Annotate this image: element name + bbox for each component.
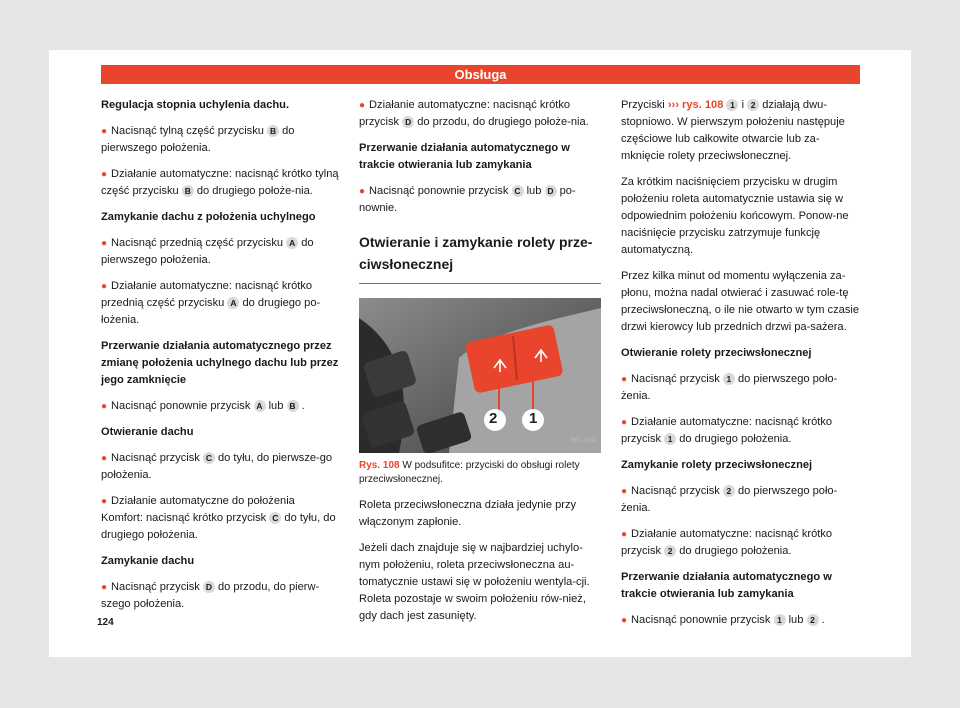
paragraph: Roleta przeciwsłoneczna działa jedynie przy włączonym zapłonie.: [359, 499, 577, 528]
figure-sunblind-buttons: [359, 298, 601, 453]
bullet-icon: ●: [621, 529, 628, 540]
marker-badge: 2: [747, 99, 759, 111]
list-item: ● Działanie automatyczne do położenia Komfort: nacisnąć krótko przycisk C do tyłu, do drugiego położenia.: [101, 495, 336, 541]
marker-badge: C: [512, 185, 524, 197]
section-title: Otwieranie i zamykanie rolety prze-ciwsłonecznej: [359, 231, 601, 284]
marker-badge: A: [227, 297, 239, 309]
marker-badge: B: [267, 125, 279, 137]
bullet-icon: ●: [101, 238, 108, 249]
column-1: [101, 97, 339, 622]
column-2: [359, 97, 601, 634]
marker-badge: D: [203, 581, 215, 593]
paragraph: Jeżeli dach znajduje się w najbardziej uchylo-nym położeniu, roleta przeciwsłoneczna au-tomatycznie ustawi się w położeniu wentyla-cji. Roleta pozostaje w swoim położeniu rów-nież, gdy dach jest zasunięty.: [359, 542, 590, 622]
marker-badge: 1: [726, 99, 738, 111]
list-item: ● Nacisnąć ponownie przycisk 1 lub 2 .: [621, 614, 825, 626]
bullet-icon: ●: [101, 496, 108, 507]
heading: Regulacja stopnia uchylenia dachu.: [101, 99, 290, 111]
marker-badge: 2: [664, 545, 676, 557]
bullet-icon: ●: [101, 281, 108, 292]
column-3: [621, 97, 861, 638]
bullet-icon: ●: [621, 615, 628, 626]
callout-1: 1: [529, 410, 538, 427]
figure-caption: Rys. 108 W podsufitce: przyciski do obsługi rolety przeciwsłonecznej.: [359, 460, 580, 485]
marker-badge: B: [182, 185, 194, 197]
heading: Zamykanie dachu: [101, 555, 195, 567]
bullet-icon: ●: [101, 169, 108, 180]
bullet-icon: ●: [101, 582, 108, 593]
marker-badge: A: [286, 237, 298, 249]
heading: Otwieranie rolety przeciwsłonecznej: [621, 347, 812, 359]
list-item: ● Działanie automatyczne: nacisnąć krótko przycisk D do przodu, do drugiego położe-nia.: [359, 99, 589, 128]
list-item: ● Nacisnąć przednią część przycisku A do pierwszego położenia.: [101, 237, 314, 266]
list-item: ● Nacisnąć ponownie przycisk A lub B .: [101, 400, 305, 412]
marker-badge: B: [287, 400, 299, 412]
bullet-icon: ●: [621, 417, 628, 428]
page-number: 124: [97, 617, 114, 628]
list-item: ● Nacisnąć przycisk 1 do pierwszego poło-żenia.: [621, 373, 838, 402]
marker-badge: 1: [774, 614, 786, 626]
marker-badge: D: [402, 116, 414, 128]
bullet-icon: ●: [359, 100, 366, 111]
list-item: ● Działanie automatyczne: nacisnąć krótko tylną część przycisku B do drugiego położe-nia.: [101, 168, 339, 197]
marker-badge: D: [545, 185, 557, 197]
bullet-icon: ●: [621, 374, 628, 385]
figure-illustration: [359, 298, 601, 453]
figure-reference-link[interactable]: rys. 108: [682, 99, 724, 111]
heading: Przerwanie działania automatycznego w trakcie otwierania lub zamykania: [621, 571, 832, 600]
marker-badge: 2: [723, 485, 735, 497]
cross-reference-arrow: ›››: [667, 99, 679, 111]
bullet-icon: ●: [101, 126, 108, 137]
list-item: ● Nacisnąć ponownie przycisk C lub D po-nownie.: [359, 185, 576, 214]
marker-badge: A: [254, 400, 266, 412]
page-header: Obsługa: [101, 65, 860, 84]
list-item: ● Działanie automatyczne: nacisnąć krótko przycisk 1 do drugiego położenia.: [621, 416, 833, 445]
marker-badge: 1: [723, 373, 735, 385]
callout-2: 2: [489, 410, 498, 427]
heading: Przerwanie działania automatycznego w trakcie otwierania lub zamykania: [359, 142, 570, 171]
paragraph: Przez kilka minut od momentu wyłączenia za-płonu, można nadal otwierać i zasuwać role-tę przeciwsłoneczną, o ile nie otwarto w tym czasie drzwi kierowcy lub przednich drzwi pa-sażera.: [621, 270, 859, 333]
bullet-icon: ●: [101, 401, 108, 412]
marker-badge: C: [203, 452, 215, 464]
bullet-icon: ●: [621, 486, 628, 497]
list-item: ● Działanie automatyczne: nacisnąć krótko przednią część przycisku A do drugiego po-łożenia.: [101, 280, 321, 326]
heading: Zamykanie rolety przeciwsłonecznej: [621, 459, 813, 471]
list-item: ● Nacisnąć przycisk C do tyłu, do pierwsze-go położenia.: [101, 452, 333, 481]
heading: Otwieranie dachu: [101, 426, 194, 438]
heading: Zamykanie dachu z położenia uchylnego: [101, 211, 316, 223]
list-item: ● Działanie automatyczne: nacisnąć krótko przycisk 2 do drugiego położenia.: [621, 528, 833, 557]
list-item: ● Nacisnąć przycisk D do przodu, do pierw-szego położenia.: [101, 581, 320, 610]
paragraph: Przyciski ››› rys. 108 1 i 2 działają dwu-stopniowo. W pierwszym położeniu następuje częściowe lub całkowite otwarcie lub za-mknięcie rolety przeciwsłonecznej.: [621, 99, 845, 162]
marker-badge: 1: [664, 433, 676, 445]
bullet-icon: ●: [359, 186, 366, 197]
list-item: ● Nacisnąć przycisk 2 do pierwszego poło-żenia.: [621, 485, 838, 514]
marker-badge: C: [269, 512, 281, 524]
marker-badge: 2: [807, 614, 819, 626]
bullet-icon: ●: [101, 453, 108, 464]
heading: Przerwanie działania automatycznego przez zmianę położenia uchylnego dachu lub przez jego zamknięcie: [101, 340, 339, 386]
paragraph: Za krótkim naciśnięciem przycisku w drugim położeniu roleta automatycznie ustawia się w odpowiednim położeniu końcowym. Ponow-ne naciśnięcie przycisku zatrzymuje funkcję automatyczną.: [621, 176, 849, 256]
list-item: ● Nacisnąć tylną część przycisku B do pierwszego położenia.: [101, 125, 295, 154]
figure-code: B57-0202: [570, 438, 597, 444]
